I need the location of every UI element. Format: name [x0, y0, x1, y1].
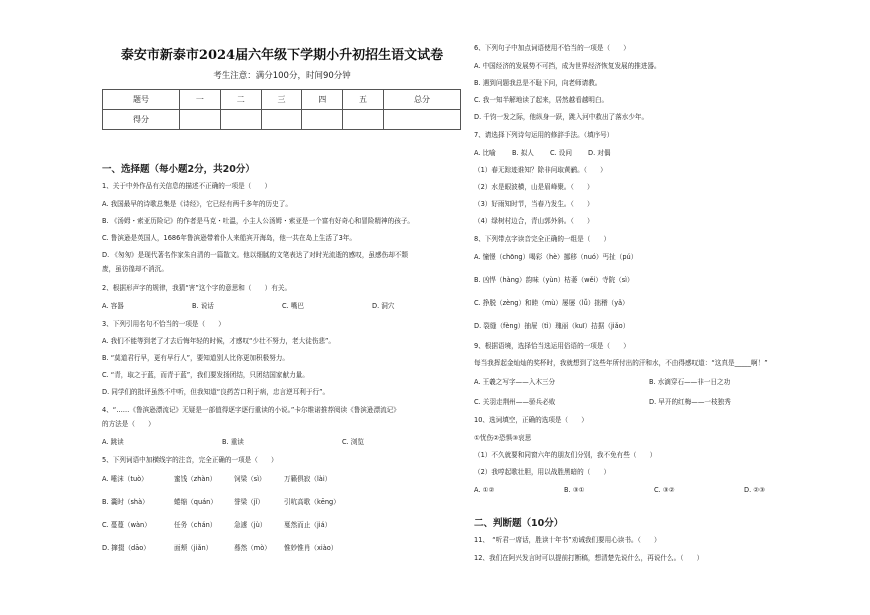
sub-question: （4）绿树村边合，青山郭外斜。（ ） — [474, 217, 594, 225]
question-stem: 3、下列引用名句不恰当的一项是（ ） — [102, 320, 225, 328]
question-option: 万籁俱寂（lài） — [284, 475, 332, 483]
question-option: C. 挣脱（zèng）和睦（mù）屡屡（lǚ）拙稽（yǎ） — [474, 299, 629, 307]
question-option: B. 《汤姆・索亚历险记》的作者是马克・吐温，小主人公汤姆・索亚是一个富有好奇心和冒险精神的孩子。 — [102, 217, 415, 225]
question-stem: 12、我们在阿兴发言时可以提前打断稿，想清楚先说什么，再说什么。（ ） — [474, 554, 704, 562]
question-stem: 2、根据形声字的规律，我猜“害”这个字的意思和（ ）有关。 — [102, 284, 292, 292]
score-header-cell: 五 — [343, 90, 384, 110]
question-option-cont: 废，虽彷徨却不消沉。 — [102, 265, 168, 273]
score-header-row — [103, 90, 461, 110]
question-stem: 7、请选择下列诗句运用的修辞手法。（填序号） — [474, 131, 614, 139]
exam-note: 考生注意：满分100分，时间90分钟 — [213, 71, 351, 81]
question-option: D. 同学们的批评虽然不中听，但我知道“良药苦口利于病，忠言逆耳利于行”。 — [102, 388, 330, 396]
question-option: C. 鲁滨逊是英国人，1686年鲁滨逊带着仆人来船宾开海岛，他一共在岛上生活了3年。 — [102, 234, 356, 242]
score-cell[interactable] — [220, 110, 261, 130]
question-stem: 6、下列句子中加点词语使用不恰当的一项是（ ） — [474, 44, 630, 52]
question-option: C. 嘴巴 — [282, 302, 304, 310]
question-option: C. “青，取之于蓝，而青于蓝”，我们要发扬团结，只团结国家献力量。 — [102, 371, 309, 379]
question-option: D. 撺掇（dāo） — [102, 544, 150, 552]
question-passage: 每当我挥起金灿灿的奖杯时，我就想到了这些年所付出的汗和水，不由得感叹道：“这真是_____啊！” — [474, 359, 768, 367]
question-stem: 4、“……《鲁滨逊漂流记》无疑是一部值得逐字逐行重读的小说。”卡尔维诺推荐阅读《鲁滨逊漂流记》 — [102, 406, 400, 414]
score-header-cell: 四 — [302, 90, 343, 110]
question-option: C. 蔓蔓（wàn） — [102, 521, 151, 529]
question-option: 急遽（jù） — [234, 521, 267, 529]
section-heading: 一、选择题（每小题2分，共20分） — [102, 164, 255, 175]
question-stem: 5、下列词语中加横线字的注音，完全正确的一项是（ ） — [102, 456, 278, 464]
question-option: 惟妙惟肖（xiào） — [284, 544, 338, 552]
question-option: A. 跳读 — [102, 438, 124, 446]
question-option: 蜜饯（zhàn） — [174, 475, 217, 483]
score-cell[interactable] — [343, 110, 384, 130]
question-option: A. 憧憬（chōng）喝彩（hè）挪移（nuó）丐扯（pú） — [474, 253, 638, 261]
question-option: 蓦然（mò） — [234, 544, 271, 552]
sub-question: （2）我哼起歌壮胆，用以战胜黑暗的（ ） — [474, 468, 611, 476]
question-option: D. 千钧一发之际，他纵身一跃，跳入河中救出了落水少年。 — [474, 113, 649, 121]
word-bank: ①忧伤②恐惧③哀思 — [474, 434, 532, 442]
question-option: D. 对偶 — [588, 149, 611, 157]
score-cell[interactable] — [383, 110, 460, 130]
question-option: A. 容器 — [102, 302, 124, 310]
question-stem: 1、关于中外作品有关信息的描述不正确的一项是（ ） — [102, 182, 272, 190]
exam-title: 泰安市新泰市2024届六年级下学期小升初招生语文试卷 — [120, 48, 444, 63]
score-row — [103, 110, 461, 130]
sub-question: （2）水是眼波横，山是眉峰聚。（ ） — [474, 183, 594, 191]
question-option: C. 我一知半解地读了起来，居然越看越明白。 — [474, 96, 609, 104]
question-option: A. 比喻 — [474, 149, 496, 157]
question-option: A. 我们不能等到老了才去后悔年轻的时候，才感叹“少壮不努力，老大徒伤悲”。 — [102, 337, 336, 345]
score-row-label: 得分 — [103, 110, 180, 130]
question-option: B. 说话 — [192, 302, 214, 310]
score-header-cell: 总分 — [383, 90, 460, 110]
sub-question: （1）春无踪迹谁知？除非问取黄鹂。（ ） — [474, 166, 607, 174]
score-table — [102, 89, 461, 130]
question-stem: 11、 “听君一席话，胜读十年书”劝诫我们要用心读书。（ ） — [474, 536, 661, 544]
score-header-cell: 题号 — [103, 90, 180, 110]
question-option: B. ③① — [564, 486, 585, 494]
question-option: C. 浏览 — [342, 438, 364, 446]
question-option: D. ②③ — [744, 486, 766, 494]
sub-question: （3）好雨知时节，当春乃发生。（ ） — [474, 200, 594, 208]
score-cell[interactable] — [261, 110, 302, 130]
question-option: 面颊（jiǎn） — [174, 544, 213, 552]
question-option: D. 《匆匆》是现代著名作家朱自清的一篇散文。他以细腻的文笔表达了对时光流逝的感叹，虽感伤却不颓 — [102, 251, 408, 259]
question-option: 任务（chán） — [174, 521, 217, 529]
question-option: C. 设问 — [550, 149, 572, 157]
question-option: 戛然而止（jiá） — [284, 521, 332, 529]
sub-question: （1）不久就要和同窗六年的朋友们分别，我不免有些（ ） — [474, 451, 657, 459]
question-option: B. 水滴穿石——非一日之功 — [649, 378, 731, 386]
question-option: 蜷缩（quán） — [174, 498, 217, 506]
question-option: B. 重读 — [222, 438, 244, 446]
score-header-cell: 三 — [261, 90, 302, 110]
question-option: 饲梁（sì） — [234, 475, 266, 483]
question-option: A. 中国经济的发展势不可挡，成为世界经济恢复发展的推进器。 — [474, 62, 661, 70]
question-option: A. 唾沫（tuò） — [102, 475, 148, 483]
question-stem: 8、下列带点字读音完全正确的一组是（ ） — [474, 235, 611, 243]
question-option: D. 洞穴 — [372, 302, 395, 310]
question-stem: 9、根据语境，选择恰当选运用俗语的一项是（ ） — [474, 342, 630, 350]
question-option: B. 凶悍（hàng）韵味（yùn）枯萎（wěi）寺院（sì） — [474, 276, 634, 284]
question-option: D. 裂缝（fèng）抽屉（tì）瑰丽（kuī）拮据（jiǎo） — [474, 322, 630, 330]
question-option: B. 囊时（shà） — [102, 498, 149, 506]
question-option: C. ③② — [654, 486, 675, 494]
question-option: D. 早开的红梅——一枝独秀 — [649, 398, 731, 406]
question-stem-cont: 的方法是（ ） — [102, 420, 155, 428]
question-option: 引吭高歌（kēng） — [284, 498, 340, 506]
question-option: B. 遇到问题我总是不耻下问，向老师请教。 — [474, 79, 602, 87]
question-option: A. ①② — [474, 486, 495, 494]
question-option: B. 拟人 — [512, 149, 534, 157]
score-cell[interactable] — [302, 110, 343, 130]
question-option: A. 王羲之写字——入木三分 — [474, 378, 556, 386]
section-heading: 二、判断题（10分） — [474, 518, 564, 529]
score-header-cell: 二 — [220, 90, 261, 110]
question-option: C. 关羽走荆州——骄兵必败 — [474, 398, 556, 406]
question-option: 誉梁（jǐ） — [234, 498, 265, 506]
score-cell[interactable] — [180, 110, 221, 130]
question-option: B. “莫道君行早，更有早行人”，要知道别人比你更加积极努力。 — [102, 354, 289, 362]
score-header-cell: 一 — [180, 90, 221, 110]
question-option: A. 我国最早的诗歌总集是《诗经》，它已经有两千多年的历史了。 — [102, 200, 292, 208]
question-stem: 10、选词填空，正确的选项是（ ） — [474, 416, 588, 424]
